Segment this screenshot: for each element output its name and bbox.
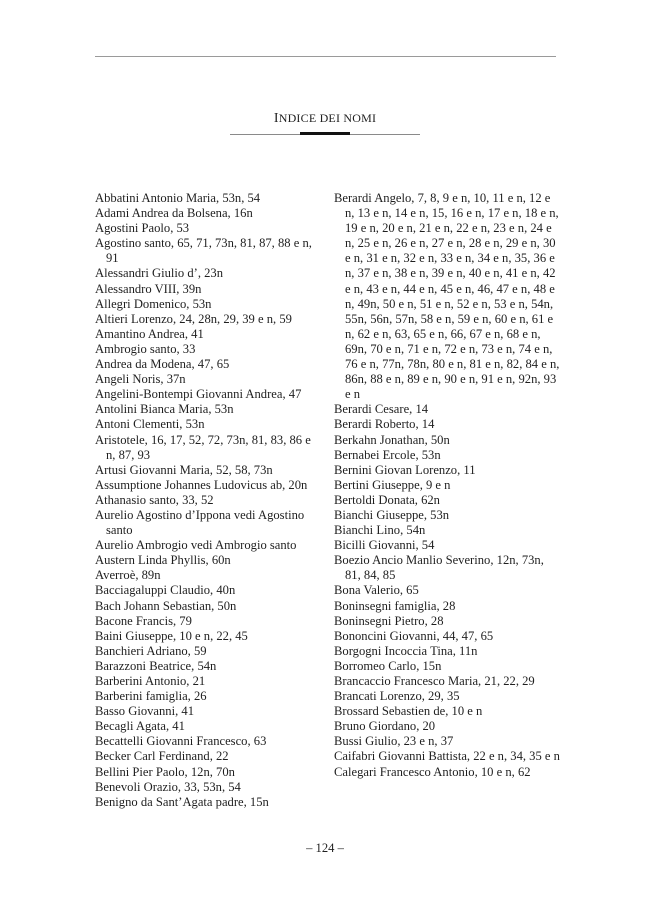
index-entry: Alessandri Giulio d’, 23n <box>95 266 224 281</box>
index-column-left <box>95 191 320 810</box>
index-entry: Allegri Domenico, 53n <box>95 296 212 311</box>
index-entry: Berardi Roberto, 14 <box>334 417 435 432</box>
index-entry: Bicilli Giovanni, 54 <box>334 538 435 553</box>
index-entry: Bacciagaluppi Claudio, 40n <box>95 583 236 598</box>
index-entry: Aurelio Agostino d’Ippona vedi Agostino santo <box>95 507 305 538</box>
index-entry: Assumptione Johannes Ludovicus ab, 20n <box>95 477 308 492</box>
header-rule <box>95 56 556 57</box>
title-underline-accent <box>300 132 350 135</box>
index-entry: Artusi Giovanni Maria, 52, 58, 73n <box>95 462 273 477</box>
index-entry: Bernabei Ercole, 53n <box>334 447 441 462</box>
index-entry: Bertoldi Donata, 62n <box>334 492 440 507</box>
index-entry: Bach Johann Sebastian, 50n <box>95 598 237 613</box>
index-entry: Bernini Giovan Lorenzo, 11 <box>334 462 476 477</box>
index-entry: Berardi Cesare, 14 <box>334 402 429 417</box>
index-entry: Barberini Antonio, 21 <box>95 674 206 688</box>
page-title <box>0 111 650 127</box>
index-entry: Bianchi Lino, 54n <box>334 523 426 538</box>
index-entry: Andrea da Modena, 47, 65 <box>95 357 230 372</box>
index-entry: Benigno da Sant’Agata padre, 15n <box>95 794 269 809</box>
index-entry: Agostini Paolo, 53 <box>95 221 190 236</box>
index-entry: Baini Giuseppe, 10 e n, 22, 45 <box>95 628 248 643</box>
index-entry: Bacone Francis, 79 <box>95 613 192 628</box>
index-entry: Boninsegni Pietro, 28 <box>334 613 444 628</box>
index-entry: Boezio Ancio Manlio Severino, 12n, 73n, 81, 84, 85 <box>334 553 544 583</box>
index-entry: Averroè, 89n <box>95 568 161 583</box>
index-entry: Borromeo Carlo, 15n <box>334 658 442 673</box>
index-entry: Brancati Lorenzo, 29, 35 <box>334 689 460 704</box>
index-entry: Berardi Angelo, 7, 8, 9 e n, 10, 11 e n, 12 e n, 13 e n, 14 e n, 15, 16 e n, 17 e n, 18 e n, 19 e n, 20 e n, 21 e n, 22 e n, 23 e n, 24 e n, 25 e n, 26 e n, 27 e n, 28 e n, 29 e n, 30 e n, 31 e n, 32 e n, 33 e n, 34 e n, 35, 36 e n, 37 e n, 38 e n, 39 e n, 40 e n, 41 e n, 42 e n, 43 e n, 44 e n, 45 e n, 46, 47 e n, 48 e n, 49n, 50 e n, 51 e n, 52 e n, 53 e n, 54n, 55n, 56n, 57n, 58 e n, 59 e n, 60 e n, 61 e n, 62 e n, 63, 65 e n, 66, 67 e n, 68 e n, 69n, 70 e n, 71 e n, 72 e n, 73 e n, 74 e n, 76 e n, 77n, 78n, 80 e n, 81 e n, 82, 84 e n, 86n, 88 e n, 89 e n, 90 e n, 91 e n, 92n, 93 e n <box>334 191 560 402</box>
index-entry: Brancaccio Francesco Maria, 21, 22, 29 <box>334 674 535 688</box>
index-entry: Berkahn Jonathan, 50n <box>334 432 450 447</box>
index-entry: Becattelli Giovanni Francesco, 63 <box>95 734 267 749</box>
index-entry: Altieri Lorenzo, 24, 28n, 29, 39 e n, 59 <box>95 311 292 326</box>
index-entry: Becagli Agata, 41 <box>95 719 185 734</box>
index-entry: Bona Valerio, 65 <box>334 583 419 598</box>
index-entry: Brossard Sebastien de, 10 e n <box>334 704 483 719</box>
index-entry: Bussi Giulio, 23 e n, 37 <box>334 734 454 749</box>
index-entry: Bononcini Giovanni, 44, 47, 65 <box>334 628 494 643</box>
page-title-rest: NDICE DEI NOMI <box>278 111 377 125</box>
page-title-initial: I <box>273 111 279 126</box>
index-entry: Bruno Giordano, 20 <box>334 719 436 734</box>
index-entry: Basso Giovanni, 41 <box>95 704 194 719</box>
index-entry: Amantino Andrea, 41 <box>95 326 204 341</box>
index-entry: Austern Linda Phyllis, 60n <box>95 553 231 568</box>
index-entry: Angelini-Bontempi Giovanni Andrea, 47 <box>95 387 302 402</box>
index-entry: Borgogni Incoccia Tina, 11n <box>334 643 478 658</box>
index-column-right <box>334 191 560 780</box>
index-entry: Calegari Francesco Antonio, 10 e n, 62 <box>334 764 531 779</box>
index-entry: Agostino santo, 65, 71, 73n, 81, 87, 88 e n, 91 <box>95 236 312 266</box>
index-entry: Aristotele, 16, 17, 52, 72, 73n, 81, 83, 86 e n, 87, 93 <box>95 432 311 462</box>
page-number: – 124 – <box>306 841 344 855</box>
index-entry: Aurelio Ambrogio vedi Ambrogio santo <box>95 538 297 553</box>
index-entry: Adami Andrea da Bolsena, 16n <box>95 206 253 221</box>
index-entry: Antoni Clementi, 53n <box>95 417 205 432</box>
index-entry: Abbatini Antonio Maria, 53n, 54 <box>95 191 261 205</box>
index-entry: Barazzoni Beatrice, 54n <box>95 658 217 673</box>
index-entry: Bianchi Giuseppe, 53n <box>334 507 450 522</box>
index-entry: Alessandro VIII, 39n <box>95 281 202 296</box>
index-entry: Antolini Bianca Maria, 53n <box>95 402 234 417</box>
index-entry: Boninsegni famiglia, 28 <box>334 598 456 613</box>
index-entry: Banchieri Adriano, 59 <box>95 643 207 658</box>
index-entry: Ambrogio santo, 33 <box>95 341 196 356</box>
index-entry: Bellini Pier Paolo, 12n, 70n <box>95 764 235 779</box>
index-entry: Barberini famiglia, 26 <box>95 689 207 704</box>
index-entry: Bertini Giuseppe, 9 e n <box>334 477 451 492</box>
index-entry: Becker Carl Ferdinand, 22 <box>95 749 229 764</box>
index-entry: Benevoli Orazio, 33, 53n, 54 <box>95 779 241 794</box>
index-entry: Athanasio santo, 33, 52 <box>95 492 214 507</box>
index-entry: Caifabri Giovanni Battista, 22 e n, 34, 35 e n <box>334 749 560 764</box>
index-entry: Angeli Noris, 37n <box>95 372 186 387</box>
